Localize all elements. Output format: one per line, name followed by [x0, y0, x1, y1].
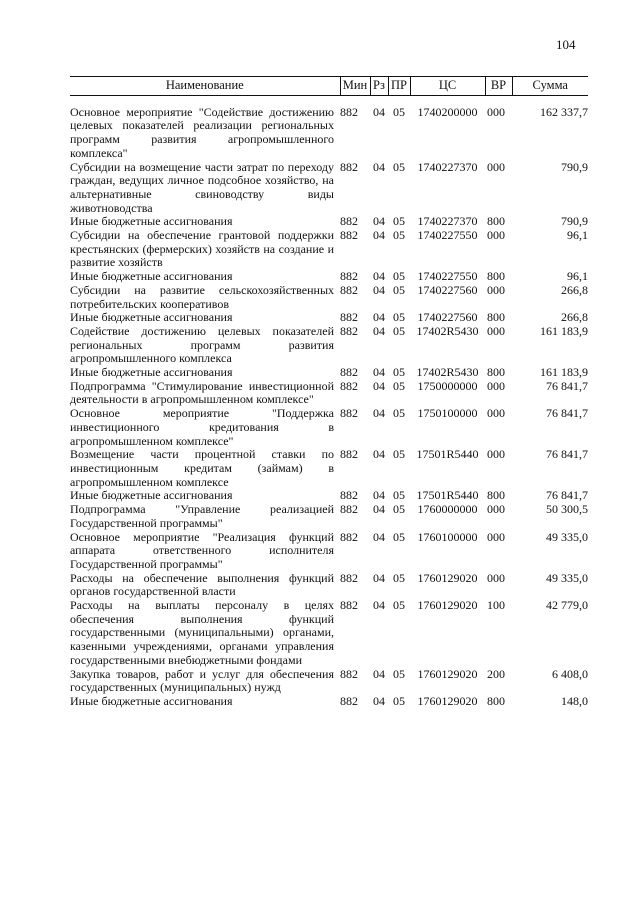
cell-name: Расходы на выплаты персоналу в целях обеспечения выполнения функций государственными (муниципальными) органами, казенными учреждениями, органами управления государственными внебюджетными фондами	[70, 598, 334, 667]
cell-rz: 04	[373, 598, 385, 613]
table-row	[70, 599, 588, 668]
cell-pr: 05	[393, 228, 405, 243]
table-row	[70, 572, 588, 599]
cell-name: Закупка товаров, работ и услуг для обеспечения государственных (муниципальных) нужд	[70, 666, 334, 695]
cell-vr: 000	[487, 378, 505, 393]
cell-rz: 04	[373, 269, 385, 284]
cell-min: 882	[340, 502, 358, 517]
budget-table	[70, 76, 588, 709]
cell-name: Субсидии на обеспечение грантовой поддержки крестьянских (фермерских) хозяйств на создание и развитие хозяйств	[70, 228, 334, 270]
cell-cs: 1740227550	[417, 269, 478, 284]
cell-cs: 1760129020	[417, 693, 478, 708]
header-cs: ЦС	[410, 77, 485, 96]
cell-name: Подпрограмма "Стимулирование инвестиционной деятельности в агропромышленном комплексе"	[70, 378, 334, 407]
cell-sum: 790,9	[561, 214, 588, 229]
table-header	[70, 77, 588, 96]
cell-min: 882	[340, 282, 358, 297]
cell-rz: 04	[373, 365, 385, 380]
table-row	[70, 311, 588, 325]
cell-name: Основное мероприятие "Поддержка инвестиционного кредитования в агропромышленном комплексе"	[70, 406, 334, 448]
header-vr: ВР	[485, 77, 512, 96]
cell-min: 882	[340, 378, 358, 393]
cell-rz: 04	[373, 310, 385, 325]
cell-vr: 800	[487, 365, 505, 380]
table-row	[70, 366, 588, 380]
cell-min: 882	[340, 570, 358, 585]
cell-rz: 04	[373, 693, 385, 708]
cell-sum: 49 335,0	[546, 529, 588, 544]
cell-sum: 76 841,7	[546, 406, 588, 421]
table-row	[70, 161, 588, 216]
header-min: Мин	[340, 77, 370, 96]
cell-min: 882	[340, 447, 358, 462]
cell-rz: 04	[373, 104, 385, 119]
cell-rz: 04	[373, 447, 385, 462]
cell-cs: 17402R5430	[416, 323, 479, 338]
cell-cs: 1750000000	[417, 378, 478, 393]
cell-cs: 1750100000	[417, 406, 478, 421]
cell-rz: 04	[373, 488, 385, 503]
cell-cs: 17402R5430	[416, 365, 479, 380]
cell-pr: 05	[393, 282, 405, 297]
cell-name: Субсидии на развитие сельскохозяйственных потребительских кооперативов	[70, 282, 334, 311]
cell-name: Основное мероприятие "Содействие достижению целевых показателей реализации региональных программ развития агропромышленного комплекса"	[70, 104, 334, 160]
cell-name: Возмещение части процентной ставки по инвестиционным кредитам (займам) в агропромышленном комплексе	[70, 447, 334, 489]
cell-name: Основное мероприятие "Реализация функций аппарата ответственного исполнителя Государственной программы"	[70, 529, 334, 571]
table-row	[70, 531, 588, 572]
table-row	[70, 284, 588, 311]
header-rz: Рз	[370, 77, 388, 96]
cell-rz: 04	[373, 282, 385, 297]
cell-pr: 05	[393, 529, 405, 544]
cell-min: 882	[340, 104, 358, 119]
cell-name: Иные бюджетные ассигнования	[70, 693, 233, 708]
table-row	[70, 229, 588, 270]
cell-vr: 100	[487, 598, 505, 613]
cell-pr: 05	[393, 269, 405, 284]
cell-pr: 05	[393, 159, 405, 174]
table-row	[70, 489, 588, 503]
cell-vr: 000	[487, 406, 505, 421]
cell-cs: 1760129020	[417, 570, 478, 585]
cell-sum: 49 335,0	[546, 570, 588, 585]
cell-vr: 000	[487, 282, 505, 297]
cell-sum: 76 841,7	[546, 488, 588, 503]
cell-rz: 04	[373, 214, 385, 229]
cell-vr: 000	[487, 502, 505, 517]
cell-cs: 1760129020	[417, 666, 478, 681]
cell-name: Иные бюджетные ассигнования	[70, 214, 233, 229]
cell-vr: 800	[487, 693, 505, 708]
cell-pr: 05	[393, 104, 405, 119]
cell-rz: 04	[373, 228, 385, 243]
cell-min: 882	[340, 310, 358, 325]
cell-sum: 266,8	[561, 310, 588, 325]
cell-name: Расходы на обеспечение выполнения функций органов государственной власти	[70, 570, 334, 599]
cell-cs: 17501R5440	[416, 488, 479, 503]
cell-name: Субсидии на возмещение части затрат по переходу граждан, ведущих личное подсобное хозяйство, на альтернативные свиноводству виды животноводства	[70, 159, 334, 215]
cell-name: Подпрограмма "Управление реализацией Государственной программы"	[70, 502, 334, 530]
table-row	[70, 407, 588, 448]
cell-cs: 1740200000	[417, 104, 478, 119]
cell-sum: 266,8	[561, 282, 588, 297]
cell-cs: 1760129020	[417, 598, 478, 613]
cell-sum: 161 183,9	[540, 323, 588, 338]
table-row	[70, 215, 588, 229]
header-pr: ПР	[388, 77, 410, 96]
cell-vr: 000	[487, 323, 505, 338]
cell-rz: 04	[373, 323, 385, 338]
cell-vr: 800	[487, 269, 505, 284]
cell-min: 882	[340, 666, 358, 681]
cell-pr: 05	[393, 310, 405, 325]
cell-pr: 05	[393, 666, 405, 681]
cell-min: 882	[340, 488, 358, 503]
cell-pr: 05	[393, 378, 405, 393]
header-name: Наименование	[70, 77, 340, 96]
cell-pr: 05	[393, 406, 405, 421]
cell-vr: 000	[487, 159, 505, 174]
cell-vr: 200	[487, 666, 505, 681]
cell-sum: 76 841,7	[546, 378, 588, 393]
cell-sum: 162 337,7	[540, 104, 588, 119]
cell-name: Иные бюджетные ассигнования	[70, 269, 233, 284]
cell-pr: 05	[393, 365, 405, 380]
cell-sum: 50 300,5	[546, 502, 588, 517]
cell-pr: 05	[393, 693, 405, 708]
cell-sum: 96,1	[567, 269, 588, 284]
cell-name: Иные бюджетные ассигнования	[70, 365, 233, 380]
cell-sum: 148,0	[561, 693, 588, 708]
cell-cs: 1740227550	[417, 228, 478, 243]
cell-pr: 05	[393, 488, 405, 503]
page-number: 104	[556, 37, 576, 52]
cell-cs: 1740227370	[417, 214, 478, 229]
table-row	[70, 95, 588, 160]
cell-vr: 000	[487, 529, 505, 544]
table-row	[70, 503, 588, 530]
cell-cs: 17501R5440	[416, 447, 479, 462]
cell-rz: 04	[373, 529, 385, 544]
cell-vr: 800	[487, 310, 505, 325]
cell-rz: 04	[373, 378, 385, 393]
table-row	[70, 668, 588, 695]
cell-rz: 04	[373, 666, 385, 681]
cell-min: 882	[340, 323, 358, 338]
cell-cs: 1740227370	[417, 159, 478, 174]
cell-vr: 800	[487, 488, 505, 503]
cell-sum: 6 408,0	[552, 666, 588, 681]
cell-vr: 000	[487, 570, 505, 585]
cell-min: 882	[340, 693, 358, 708]
cell-min: 882	[340, 598, 358, 613]
header-sum: Сумма	[512, 77, 588, 96]
cell-rz: 04	[373, 406, 385, 421]
cell-name: Иные бюджетные ассигнования	[70, 310, 233, 325]
table-row	[70, 695, 588, 709]
cell-min: 882	[340, 529, 358, 544]
cell-name: Иные бюджетные ассигнования	[70, 488, 233, 503]
cell-min: 882	[340, 159, 358, 174]
cell-cs: 1740227560	[417, 310, 478, 325]
cell-min: 882	[340, 406, 358, 421]
cell-pr: 05	[393, 570, 405, 585]
cell-name: Содействие достижению целевых показателей региональных программ развития агропромышленного комплекса	[70, 323, 334, 366]
cell-min: 882	[340, 228, 358, 243]
cell-min: 882	[340, 214, 358, 229]
cell-cs: 1760000000	[417, 502, 478, 517]
cell-rz: 04	[373, 502, 385, 517]
cell-vr: 000	[487, 228, 505, 243]
cell-vr: 000	[487, 104, 505, 119]
cell-sum: 161 183,9	[540, 365, 588, 380]
cell-sum: 96,1	[567, 228, 588, 243]
cell-sum: 790,9	[561, 159, 588, 174]
cell-pr: 05	[393, 502, 405, 517]
table-body	[70, 95, 588, 708]
table-row	[70, 380, 588, 407]
cell-min: 882	[340, 365, 358, 380]
cell-sum: 42 779,0	[546, 598, 588, 613]
table-row	[70, 325, 588, 366]
cell-pr: 05	[393, 323, 405, 338]
cell-rz: 04	[373, 570, 385, 585]
table-row	[70, 448, 588, 489]
cell-pr: 05	[393, 447, 405, 462]
cell-rz: 04	[373, 159, 385, 174]
cell-cs: 1740227560	[417, 282, 478, 297]
cell-cs: 1760100000	[417, 529, 478, 544]
cell-pr: 05	[393, 214, 405, 229]
cell-pr: 05	[393, 598, 405, 613]
table-row	[70, 270, 588, 284]
cell-vr: 800	[487, 214, 505, 229]
cell-sum: 76 841,7	[546, 447, 588, 462]
cell-vr: 000	[487, 447, 505, 462]
cell-min: 882	[340, 269, 358, 284]
